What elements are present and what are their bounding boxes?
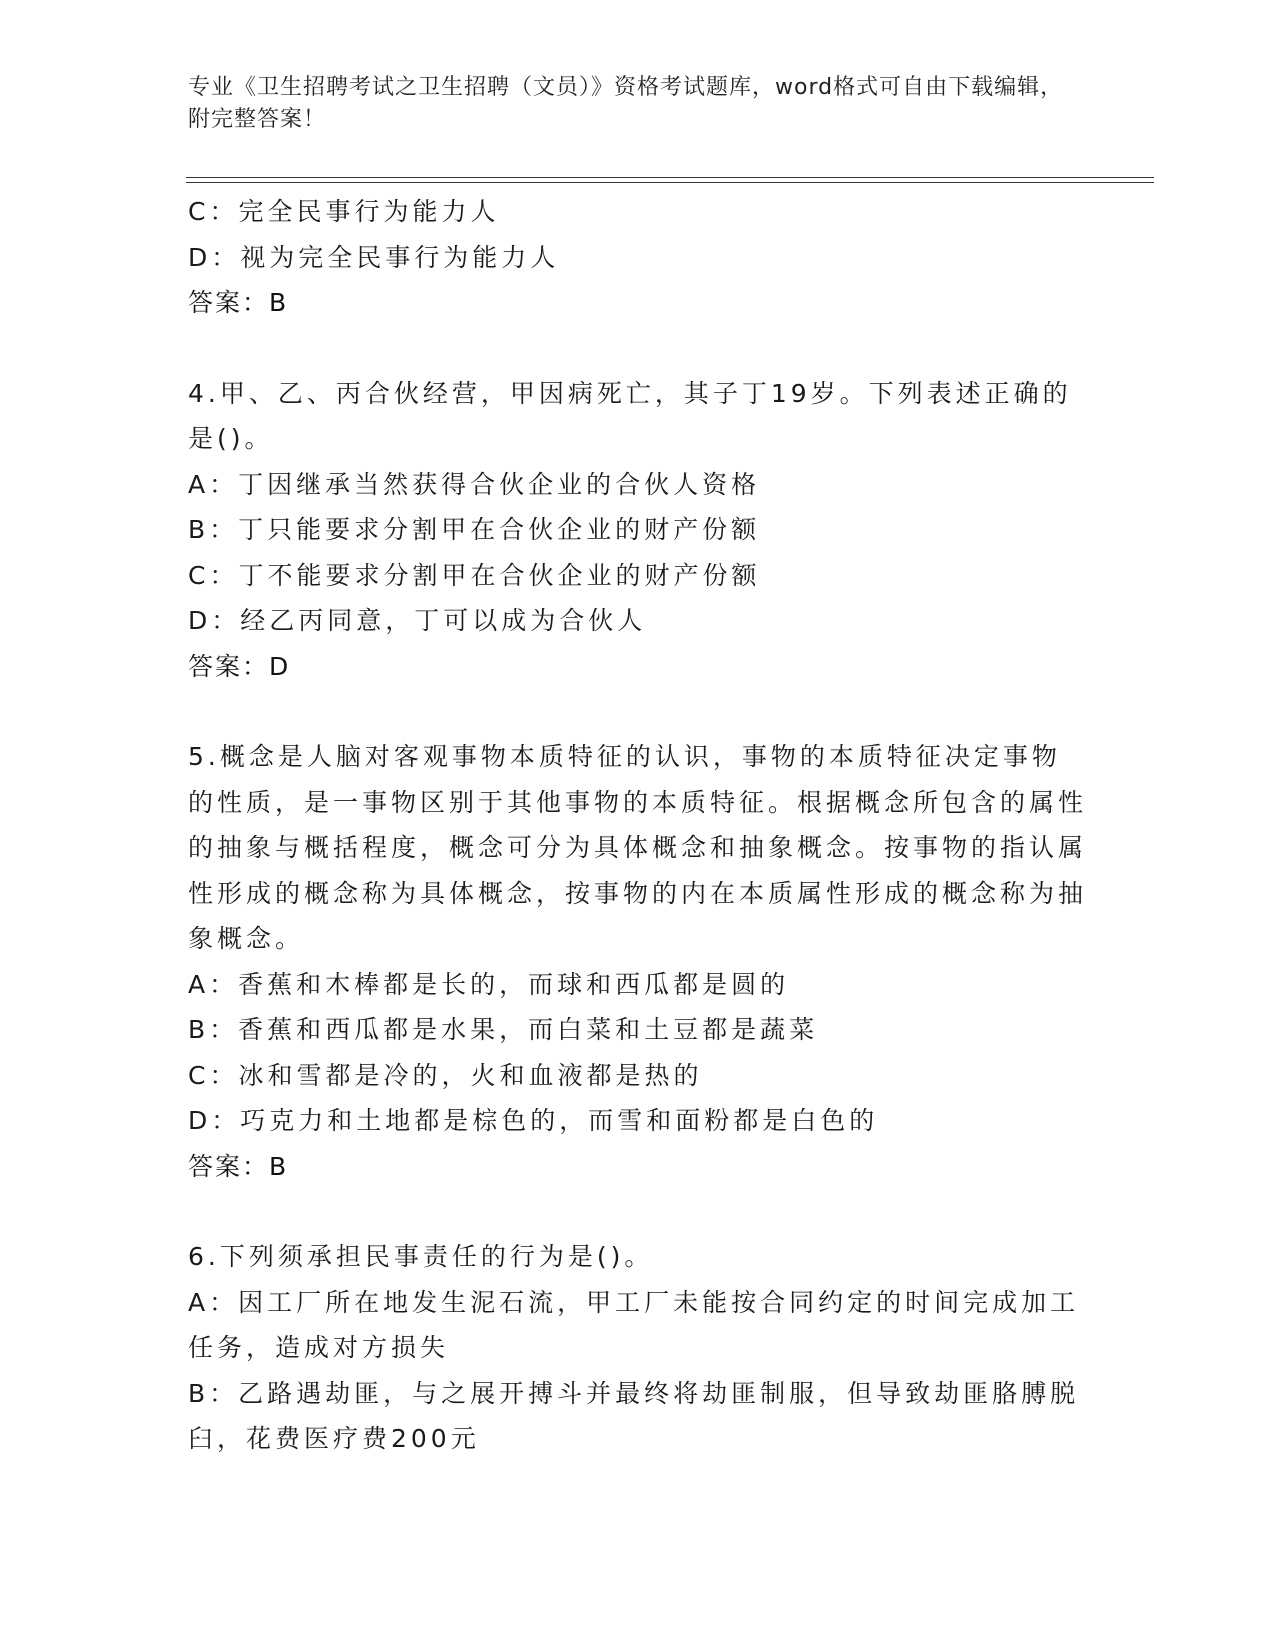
document-header: 专业《卫生招聘考试之卫生招聘（文员）》资格考试题库，word格式可自由下载编辑，附完整答案！ [188, 75, 1064, 132]
q4-option-a: A：丁因继承当然获得合伙企业的合伙人资格 [188, 469, 761, 499]
q5-option-c: C：冰和雪都是冷的，火和血液都是热的 [188, 1060, 703, 1090]
q4-answer: 答案：D [188, 651, 291, 681]
q4-stem: 4.甲、乙、丙合伙经营，甲因病死亡，其子丁19岁。下列表述正确的是()。 [188, 378, 1072, 453]
q4-option-c: C：丁不能要求分割甲在合伙企业的财产份额 [188, 560, 761, 590]
q5-option-a: A：香蕉和木棒都是长的，而球和西瓜都是圆的 [188, 969, 790, 999]
q5-answer: 答案：B [188, 1151, 289, 1181]
q3-answer: 答案：B [188, 288, 289, 317]
q5-option-d: D：巧克力和土地都是棕色的，而雪和面粉都是白色的 [188, 1106, 879, 1135]
q3-option-d: D：视为完全民事行为能力人 [188, 242, 560, 272]
spacer [188, 1189, 1088, 1234]
q4-option-d: D：经乙丙同意，丁可以成为合伙人 [188, 606, 647, 635]
spacer [188, 326, 1088, 371]
q6-stem: 6.下列须承担民事责任的行为是()。 [188, 1242, 654, 1271]
question-content [188, 189, 1088, 1462]
q6-option-b: B：乙路遇劫匪，与之展开搏斗并最终将劫匪制服，但导致劫匪胳膊脱臼，花费医疗费200元 [188, 1378, 1080, 1453]
q6-option-a: A：因工厂所在地发生泥石流，甲工厂未能按合同约定的时间完成加工任务，造成对方损失 [188, 1287, 1080, 1362]
q3-option-c: C：完全民事行为能力人 [188, 197, 500, 226]
q5-stem: 5.概念是人脑对客观事物本质特征的认识，事物的本质特征决定事物的性质，是一事物区别于其他事物的本质特征。根据概念所包含的属性的抽象与概括程度，概念可分为具体概念和抽象概念。按事物的指认属性形成的概念称为具体概念，按事物的内在本质属性形成的概念称为抽象概念。 [188, 742, 1088, 953]
q5-option-b: B：香蕉和西瓜都是水果，而白菜和土豆都是蔬菜 [188, 1015, 819, 1044]
header-double-rule [186, 177, 1154, 183]
spacer [188, 689, 1088, 734]
q4-option-b: B：丁只能要求分割甲在合伙企业的财产份额 [188, 515, 761, 544]
